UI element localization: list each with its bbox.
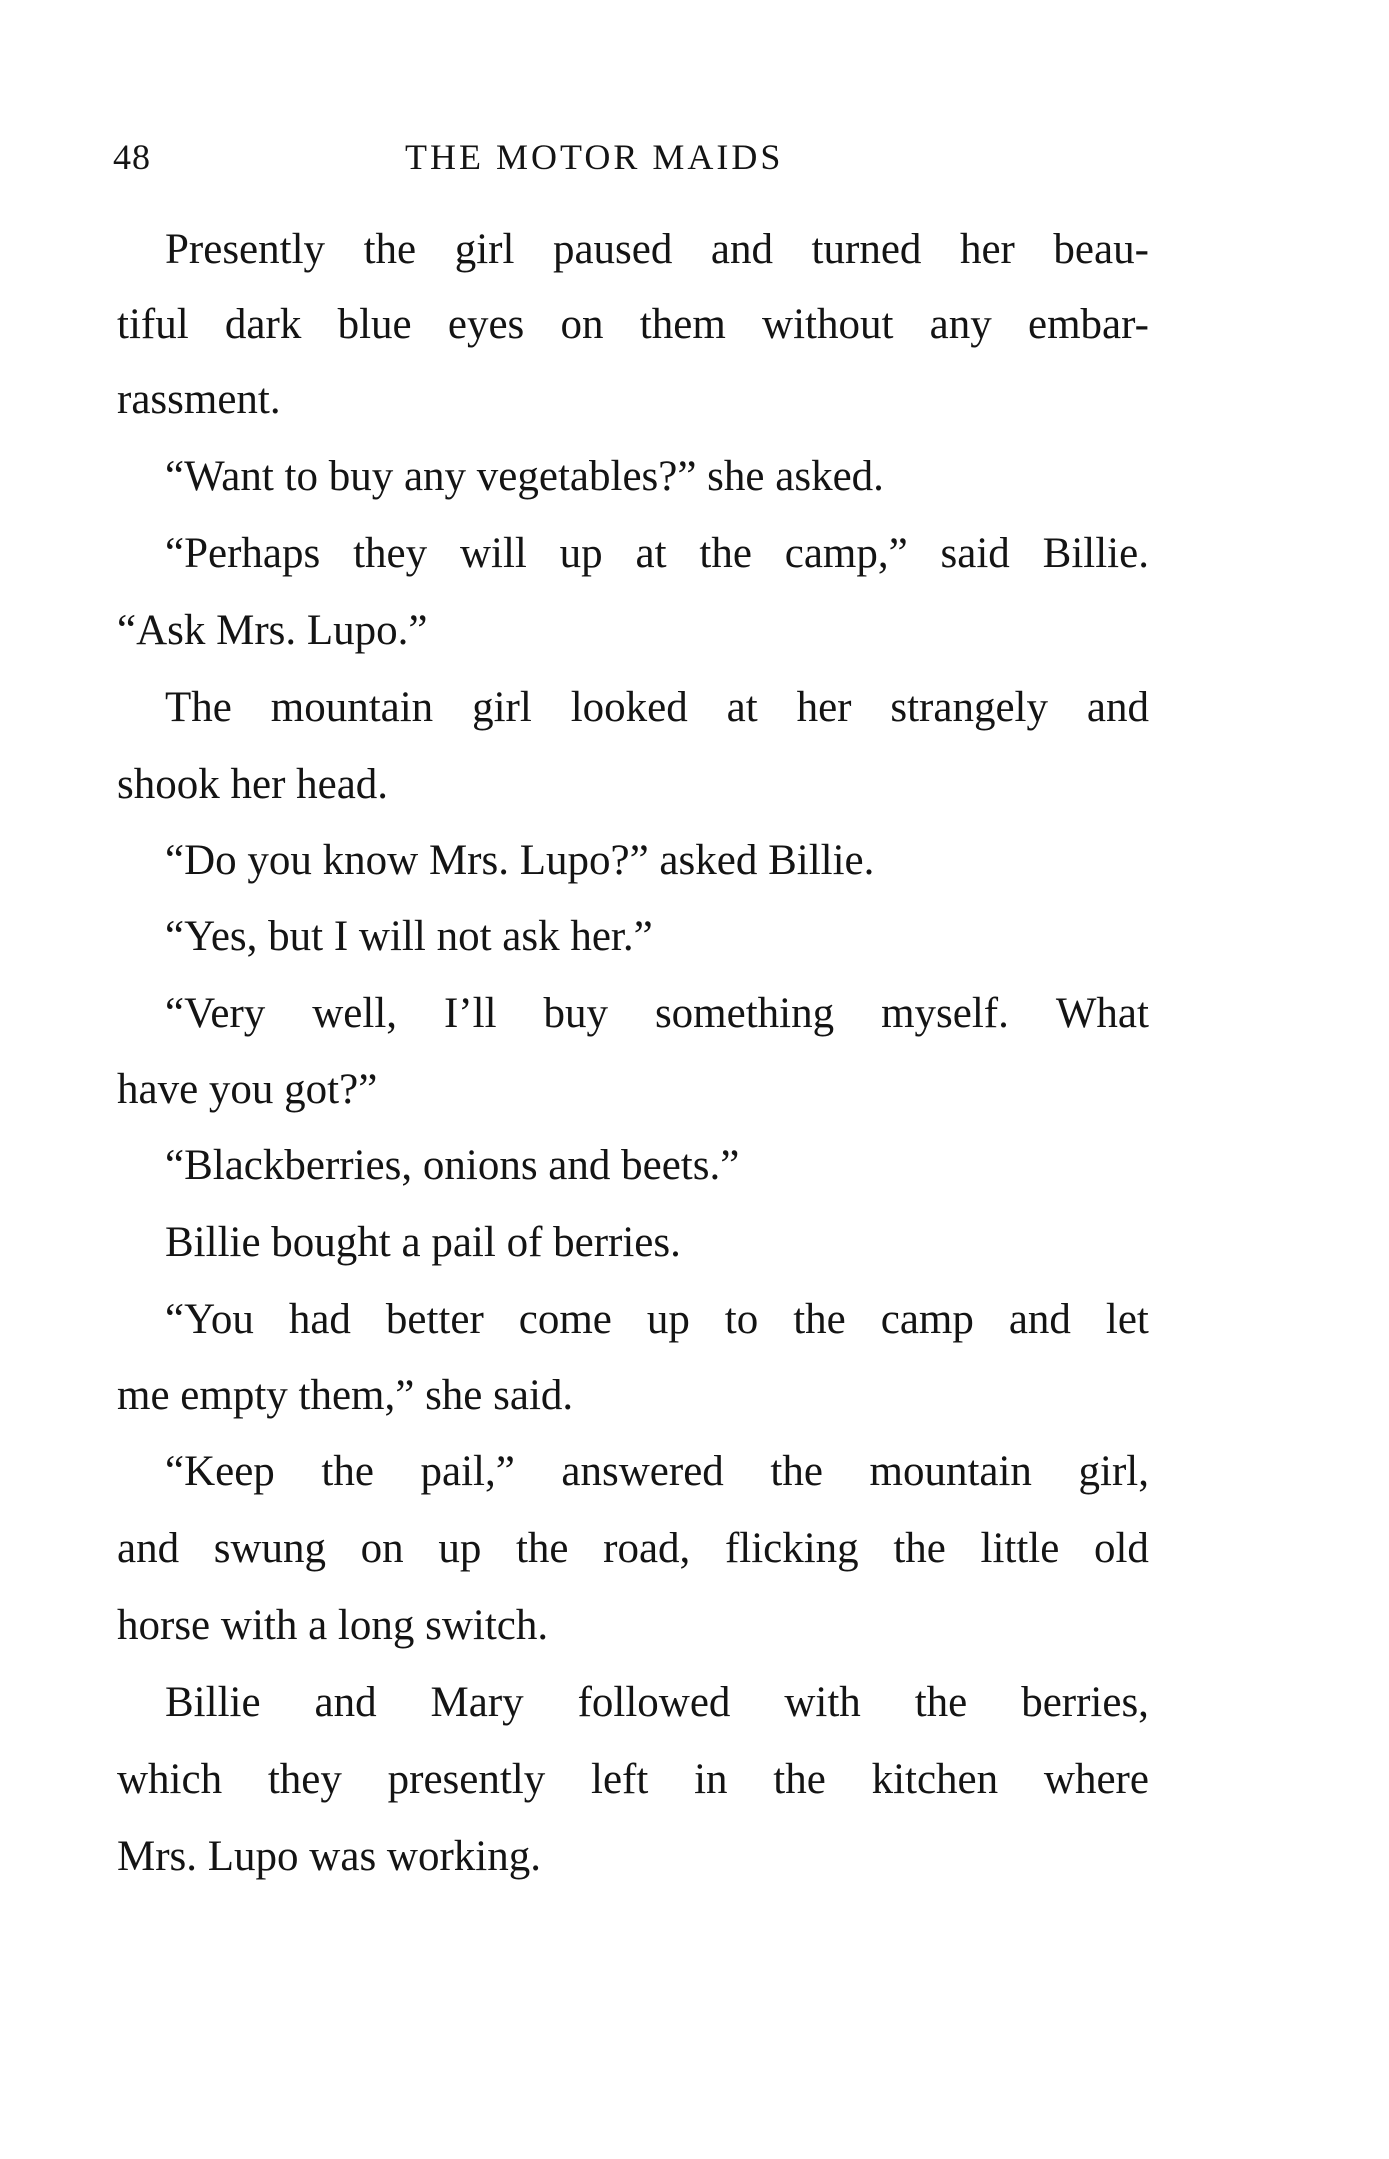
text-line: “Want to buy any vegetables?” she asked. [165, 453, 884, 500]
text-line: “Ask Mrs. Lupo.” [117, 607, 428, 654]
word: berries, [1021, 1679, 1149, 1726]
word: mountain [270, 684, 434, 731]
text-line [165, 1298, 1149, 1350]
word: embar- [1028, 301, 1149, 348]
text-line [165, 1681, 1149, 1733]
word: will [459, 530, 527, 577]
word: answered [561, 1448, 724, 1495]
word: beau- [1053, 226, 1149, 273]
word: swung [213, 1525, 327, 1572]
word: and [117, 1525, 180, 1572]
word: looked [570, 684, 688, 731]
word: left [591, 1756, 649, 1803]
word: The [165, 684, 232, 731]
word: at [726, 684, 758, 731]
word: the [363, 226, 417, 273]
word: eyes [447, 301, 525, 348]
text-line [165, 532, 1149, 584]
word: with [784, 1679, 861, 1726]
word: “Keep [165, 1448, 275, 1495]
text-line: horse with a long switch. [117, 1602, 549, 1649]
word: up [646, 1296, 690, 1343]
word: where [1043, 1756, 1149, 1803]
word: camp [880, 1296, 974, 1343]
word: the [699, 530, 752, 577]
word: the [321, 1448, 374, 1495]
text-line: “Do you know Mrs. Lupo?” asked Billie. [165, 837, 875, 884]
word: “Very [165, 990, 266, 1037]
word: better [385, 1296, 484, 1343]
word: which [117, 1756, 223, 1803]
word: let [1105, 1296, 1149, 1343]
word: without [762, 301, 894, 348]
word: and [1086, 684, 1149, 731]
text-line [165, 228, 1149, 280]
word: and [314, 1679, 377, 1726]
word: tiful [117, 301, 189, 348]
text-line: “Yes, but I will not ask her.” [165, 913, 653, 960]
word: presently [387, 1756, 546, 1803]
text-line: shook her head. [117, 761, 389, 808]
word: strangely [890, 684, 1048, 731]
word: them [639, 301, 726, 348]
word: Billie. [1042, 530, 1149, 577]
word: buy [543, 990, 608, 1037]
text-line [165, 1450, 1149, 1502]
word: the [914, 1679, 968, 1726]
word: mountain [869, 1448, 1032, 1495]
text-line [117, 1758, 1149, 1810]
word: on [360, 1525, 404, 1572]
word: any [929, 301, 992, 348]
word: girl, [1078, 1448, 1149, 1495]
text-line [165, 992, 1149, 1044]
word: up [559, 530, 603, 577]
word: I’ll [443, 990, 497, 1037]
word: old [1093, 1525, 1149, 1572]
text-line: Mrs. Lupo was working. [117, 1833, 541, 1880]
text-line: me empty them,” she said. [117, 1372, 574, 1419]
text-line: have you got?” [117, 1066, 378, 1113]
word: the [515, 1525, 569, 1572]
word: to [724, 1296, 759, 1343]
word: well, [312, 990, 398, 1037]
word: the [793, 1296, 846, 1343]
word: “Perhaps [165, 530, 321, 577]
word: turned [811, 226, 922, 273]
word: up [438, 1525, 482, 1572]
running-title: THE MOTOR MAIDS [405, 137, 784, 177]
word: flicking [724, 1525, 859, 1572]
page-number: 48 [113, 137, 151, 177]
word: the [893, 1525, 946, 1572]
word: her [959, 226, 1015, 273]
word: the [770, 1448, 823, 1495]
word: “You [165, 1296, 254, 1343]
word: camp,” [784, 530, 908, 577]
word: on [560, 301, 604, 348]
text-line [165, 686, 1149, 738]
word: dark [224, 301, 302, 348]
word: they [267, 1756, 342, 1803]
word: girl [454, 226, 515, 273]
word: and [1008, 1296, 1071, 1343]
word: Mary [430, 1679, 524, 1726]
word: they [353, 530, 428, 577]
word: pail,” [420, 1448, 515, 1495]
word: kitchen [871, 1756, 999, 1803]
word: girl [472, 684, 532, 731]
word: at [635, 530, 667, 577]
text-line: Billie bought a pail of berries. [165, 1219, 681, 1266]
word: the [773, 1756, 826, 1803]
word: blue [337, 301, 412, 348]
text-line: rassment. [117, 376, 281, 423]
word: myself. [881, 990, 1009, 1037]
word: followed [577, 1679, 731, 1726]
text-line: “Blackberries, onions and beets.” [165, 1142, 740, 1189]
text-line [117, 1527, 1149, 1579]
word: little [980, 1525, 1060, 1572]
word: something [654, 990, 835, 1037]
word: in [694, 1756, 728, 1803]
word: Presently [165, 226, 326, 273]
word: her [796, 684, 852, 731]
word: and [710, 226, 773, 273]
word: paused [552, 226, 673, 273]
word: come [518, 1296, 612, 1343]
text-line [117, 303, 1149, 355]
word: road, [603, 1525, 691, 1572]
word: What [1055, 990, 1149, 1037]
page-header [113, 136, 1153, 188]
word: had [288, 1296, 351, 1343]
word: Billie [165, 1679, 261, 1726]
word: said [940, 530, 1010, 577]
